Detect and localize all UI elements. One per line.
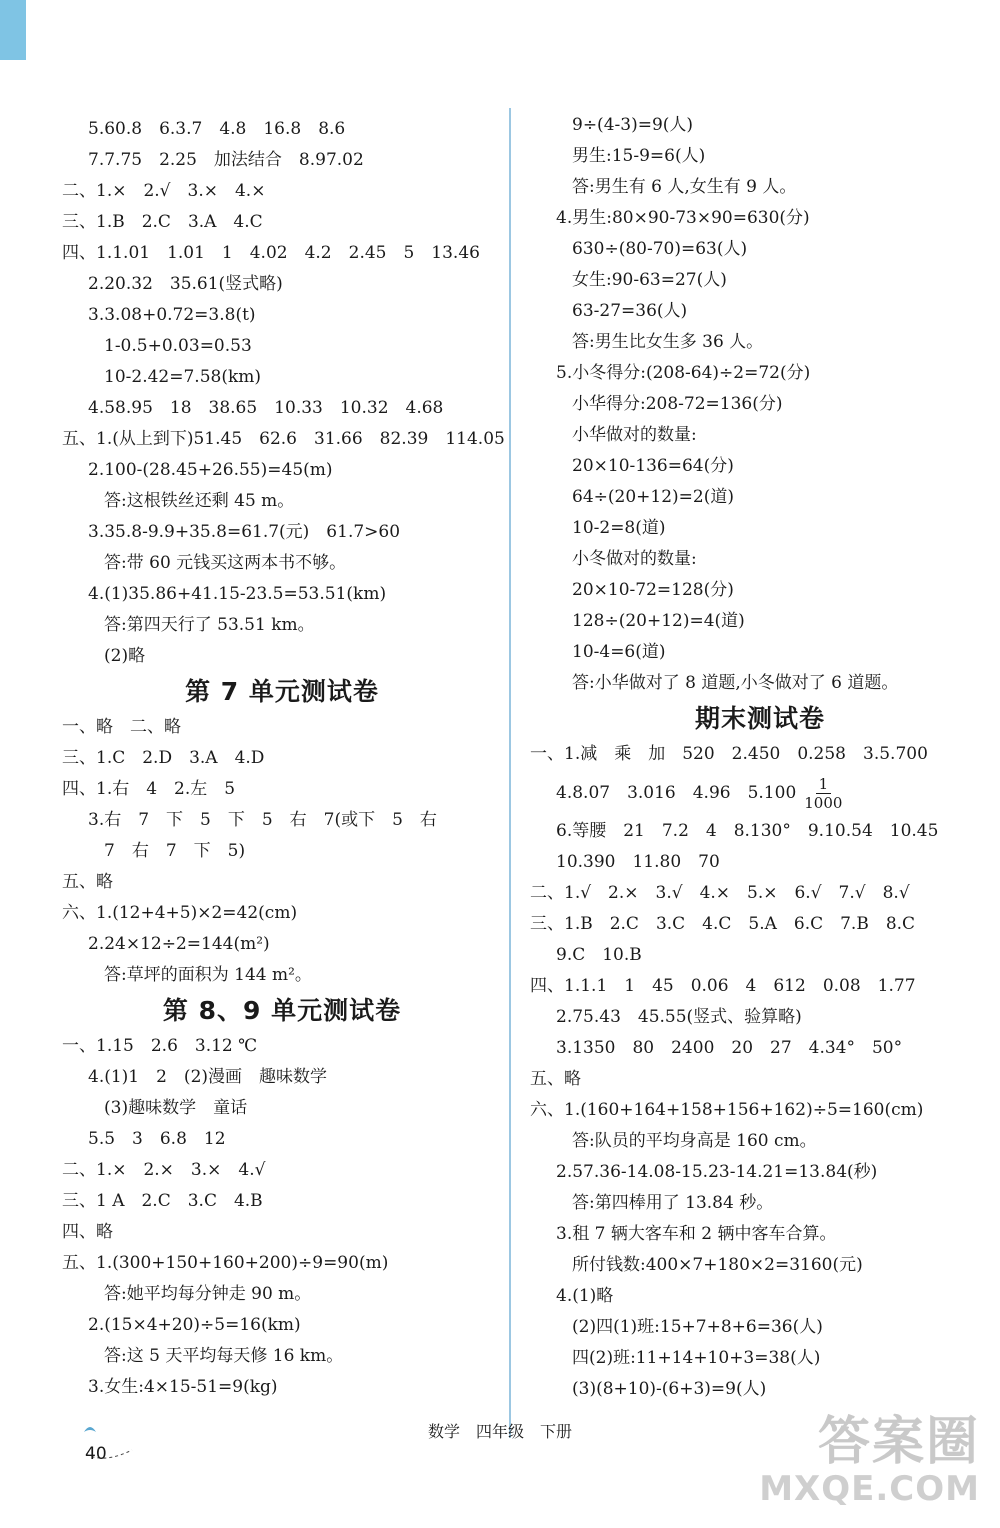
column-divider: [509, 108, 511, 1438]
section-heading: 第 8、9 单元测试卷: [162, 996, 402, 1025]
answer-line: 10-2=8(道): [572, 518, 666, 538]
answer-line: 答:草坪的面积为 144 m²。: [104, 965, 312, 985]
answer-line: 2.24×12÷2=144(m²): [88, 934, 270, 954]
answer-line: 3.3.08+0.72=3.8(t): [88, 305, 256, 325]
answer-line: 五、略: [62, 872, 113, 892]
answer-line: 一、1.15 2.6 3.12 ℃: [62, 1036, 258, 1056]
fraction: [804, 775, 842, 812]
answer-line: 2.75.43 45.55(竖式、验算略): [556, 1007, 802, 1027]
answer-line: (2)略: [104, 646, 146, 666]
watermark: [759, 1414, 980, 1508]
answer-line: 630÷(80-70)=63(人): [572, 239, 748, 259]
answer-line: 6.等腰 21 7.2 4 8.130° 9.10.54 10.45: [556, 821, 939, 841]
answer-line: 答:第四天行了 53.51 km。: [104, 615, 315, 635]
answer-line: 答:这根铁丝还剩 45 m。: [104, 491, 295, 511]
answer-line: 所付钱数:400×7+180×2=3160(元): [572, 1255, 863, 1275]
answer-line: 六、1.(12+4+5)×2=42(cm): [62, 903, 298, 923]
left-column: [62, 114, 505, 1403]
answer-line: 4.(1)略: [556, 1286, 614, 1306]
answer-line: 128÷(20+12)=4(道): [572, 611, 745, 631]
answer-line: 答:带 60 元钱买这两本书不够。: [104, 553, 347, 573]
answer-line: 10-2.42=7.58(km): [104, 367, 262, 387]
answer-line: (3)趣味数学 童话: [104, 1098, 248, 1118]
answer-line: 四、1.1.01 1.01 1 4.02 4.2 2.45 5 13.46: [62, 243, 480, 263]
answer-line: 20×10-72=128(分): [572, 580, 734, 600]
answer-line: 5.5 3 6.8 12: [88, 1129, 226, 1149]
fraction-answer-line: [530, 770, 990, 816]
answer-line: 4.男生:80×90-73×90=630(分): [556, 208, 810, 228]
answer-line: 63-27=36(人): [572, 301, 688, 321]
page-number: 40: [85, 1444, 107, 1464]
answer-line: 答:小华做对了 8 道题,小冬做对了 6 道题。: [572, 673, 899, 693]
answer-line: 10-4=6(道): [572, 642, 666, 662]
answer-line: 小冬做对的数量:: [572, 549, 697, 569]
answer-line: 答:她平均每分钟走 90 m。: [104, 1284, 312, 1304]
answer-line: 2.(15×4+20)÷5=16(km): [88, 1315, 301, 1335]
answer-line: 3.右 7 下 5 下 5 右 7(或下 5 右: [88, 810, 437, 830]
watermark-url: MXQE.COM: [759, 1469, 980, 1509]
answer-line: 四、1.右 4 2.左 5: [62, 779, 236, 799]
answer-line: 六、1.(160+164+158+156+162)÷5=160(cm): [530, 1100, 924, 1120]
section-heading: 第 7 单元测试卷: [185, 677, 379, 706]
answer-line: 3.1350 80 2400 20 27 4.34° 50°: [556, 1038, 903, 1058]
fraction-numerator: 1: [816, 775, 832, 794]
answer-line: 2.20.32 35.61(竖式略): [88, 274, 283, 294]
fraction-denominator: 1000: [804, 793, 843, 812]
answer-line: 四、1.1.1 1 45 0.06 4 612 0.08 1.77: [530, 976, 916, 996]
answer-line: 四(2)班:11+14+10+3=38(人): [572, 1348, 821, 1368]
answer-line: 20×10-136=64(分): [572, 456, 734, 476]
answer-line: 二、1.× 2.√ 3.× 4.×: [62, 181, 266, 201]
answer-line: 3.35.8-9.9+35.8=61.7(元) 61.7>60: [88, 522, 401, 542]
answer-line: 二、1.× 2.× 3.× 4.√: [62, 1160, 266, 1180]
page-footer: 数学 四年级 下册: [427, 1422, 572, 1441]
answer-line: 一、1.减 乘 加 520 2.450 0.258 3.5.700: [530, 744, 928, 764]
answer-line: 64÷(20+12)=2(道): [572, 487, 734, 507]
answer-line: 9.C 10.B: [556, 945, 642, 965]
answer-line: 10.390 11.80 70: [556, 852, 720, 872]
answer-line: 女生:90-63=27(人): [572, 270, 727, 290]
answer-line: 4.(1)35.86+41.15-23.5=53.51(km): [88, 584, 387, 604]
answer-line: 7.7.75 2.25 加法结合 8.97.02: [88, 150, 364, 170]
answer-line: 三、1 A 2.C 3.C 4.B: [62, 1191, 263, 1211]
right-column: [530, 110, 990, 1405]
corner-tab: [0, 0, 26, 60]
answer-line: 五、略: [530, 1069, 581, 1089]
answer-line: 二、1.√ 2.× 3.√ 4.× 5.× 6.√ 7.√ 8.√: [530, 883, 910, 903]
answer-line: 7 右 7 下 5): [104, 841, 246, 861]
answer-line: 5.60.8 6.3.7 4.8 16.8 8.6: [88, 119, 346, 139]
answer-line: 4.58.95 18 38.65 10.33 10.32 4.68: [88, 398, 444, 418]
answer-line: 三、1.B 2.C 3.C 4.C 5.A 6.C 7.B 8.C: [530, 914, 916, 934]
answer-line: 9÷(4-3)=9(人): [572, 115, 694, 135]
answer-line: 小华得分:208-72=136(分): [572, 394, 783, 414]
answer-line: 答:男生有 6 人,女生有 9 人。: [572, 177, 797, 197]
answer-line: 答:队员的平均身高是 160 cm。: [572, 1131, 817, 1151]
fraction-line-text: 4.8.07 3.016 4.96 5.100: [556, 783, 797, 803]
answer-line: 1-0.5+0.03=0.53: [104, 336, 252, 356]
answer-line: 一、略 二、略: [62, 717, 181, 737]
section-heading: 期末测试卷: [694, 704, 825, 733]
answer-line: 三、1.B 2.C 3.A 4.C: [62, 212, 263, 232]
watermark-logo: 答案圈: [817, 1412, 980, 1472]
answer-line: (2)四(1)班:15+7+8+6=36(人): [572, 1317, 823, 1337]
answer-line: 3.租 7 辆大客车和 2 辆中客车合算。: [556, 1224, 837, 1244]
answer-line: 2.57.36-14.08-15.23-14.21=13.84(秒): [556, 1162, 878, 1182]
answer-line: 4.(1)1 2 (2)漫画 趣味数学: [88, 1067, 328, 1087]
answer-line: 五、1.(从上到下)51.45 62.6 31.66 82.39 114.05: [62, 429, 505, 449]
right-column-bottom: [530, 816, 990, 1405]
answer-line: 四、略: [62, 1222, 113, 1242]
answer-line: 答:男生比女生多 36 人。: [572, 332, 764, 352]
answer-line: 男生:15-9=6(人): [572, 146, 706, 166]
answer-line: 三、1.C 2.D 3.A 4.D: [62, 748, 265, 768]
answer-line: 2.100-(28.45+26.55)=45(m): [88, 460, 333, 480]
answer-line: 3.女生:4×15-51=9(kg): [88, 1377, 278, 1397]
answer-line: 答:第四棒用了 13.84 秒。: [572, 1193, 774, 1213]
answer-line: (3)(8+10)-(6+3)=9(人): [572, 1379, 767, 1399]
right-column-top: [530, 110, 990, 770]
answer-line: 五、1.(300+150+160+200)÷9=90(m): [62, 1253, 389, 1273]
answer-line: 答:这 5 天平均每天修 16 km。: [104, 1346, 344, 1366]
answer-line: 5.小冬得分:(208-64)÷2=72(分): [556, 363, 811, 383]
answer-line: 小华做对的数量:: [572, 425, 697, 445]
